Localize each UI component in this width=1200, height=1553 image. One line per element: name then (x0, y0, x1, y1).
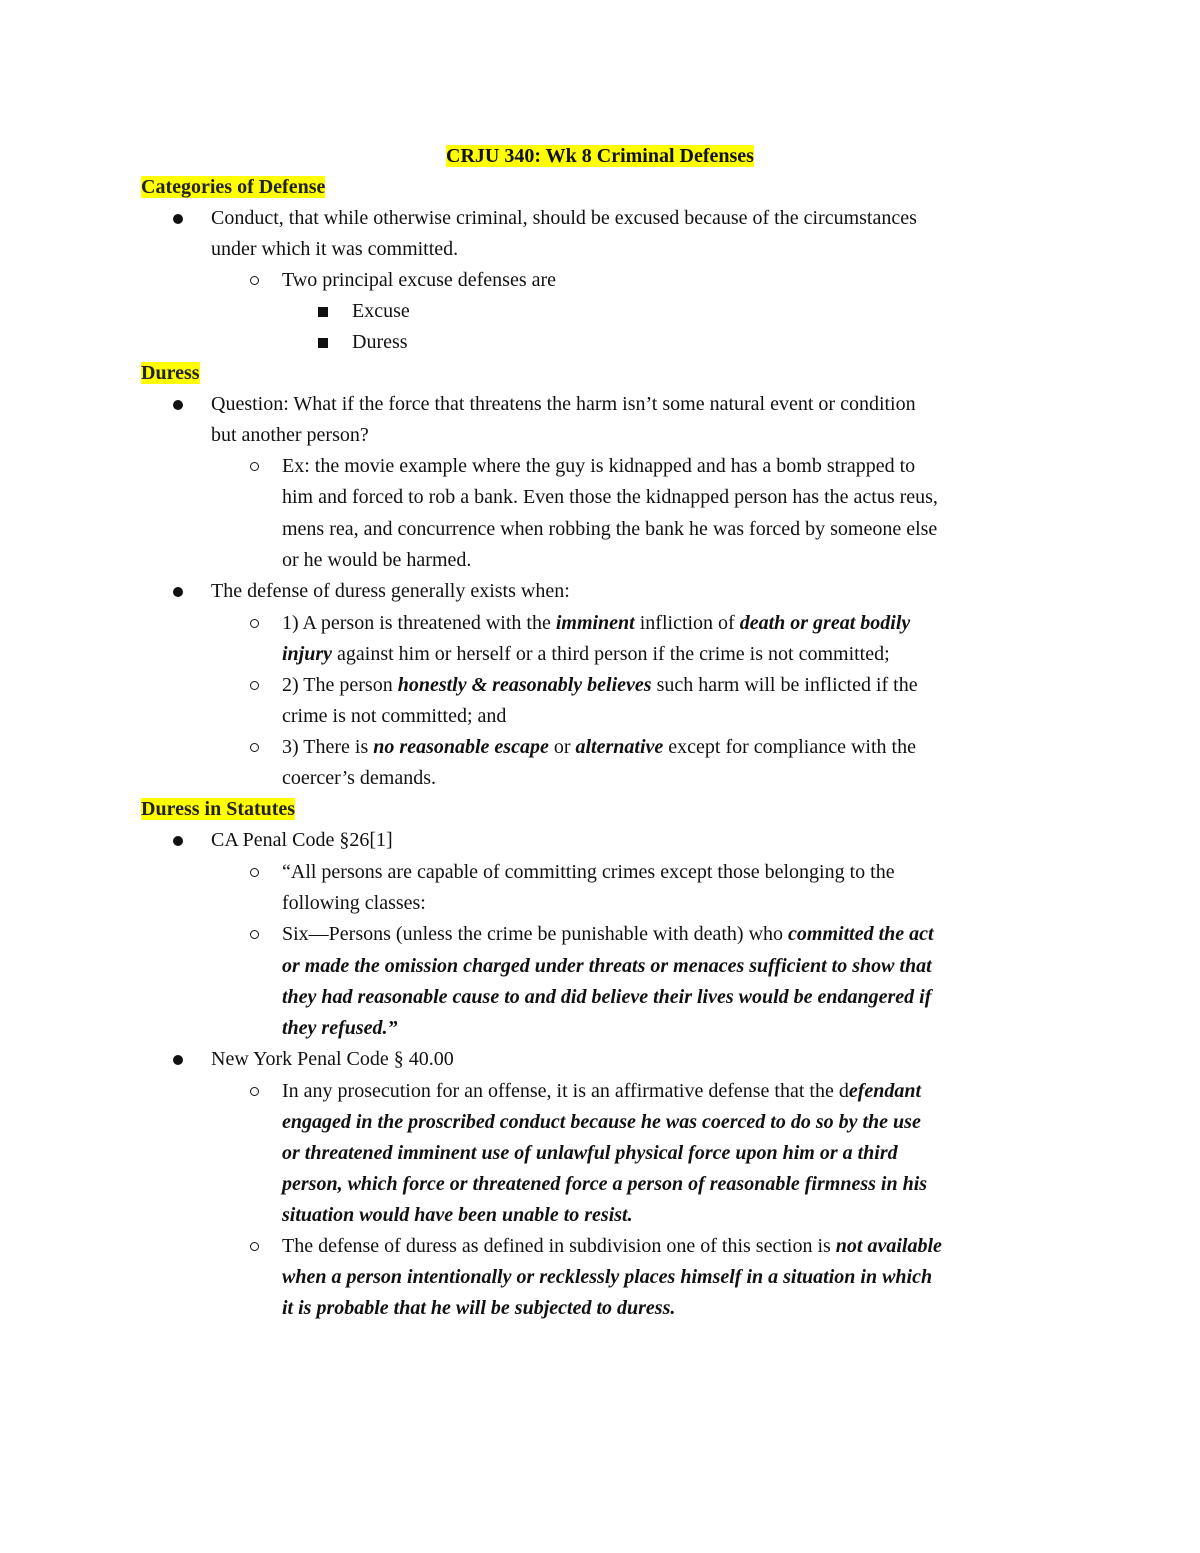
text-line: it is probable that he will be subjected to duress. (282, 1297, 676, 1319)
page-title: CRJU 340: Wk 8 Criminal Defenses (446, 145, 754, 167)
bullet-disc-icon (173, 836, 183, 846)
text-line: when a person intentionally or recklessly places himself in a situation in which (282, 1266, 933, 1288)
text-line: Six—Persons (unless the crime be punishable with death) who committed the act (282, 923, 934, 945)
text-line: 1) A person is threatened with the imminent infliction of death or great bodily (282, 612, 911, 634)
bullet-circle-icon (250, 1087, 259, 1096)
text-line: injury against him or herself or a third person if the crime is not committed; (282, 643, 890, 665)
text-line: 2) The person honestly & reasonably believes such harm will be inflicted if the (282, 674, 918, 696)
text-line: 3) There is no reasonable escape or alternative except for compliance with the (282, 736, 916, 758)
list-item: Duress (352, 331, 408, 353)
text-line: following classes: (282, 892, 426, 914)
text-line: engaged in the proscribed conduct because he was coerced to do so by the use (282, 1111, 921, 1133)
bullet-circle-icon (250, 1242, 259, 1251)
heading-categories: Categories of Defense (141, 176, 326, 198)
text-line: The defense of duress generally exists when: (211, 580, 570, 602)
text-line: CA Penal Code §26[1] (211, 829, 393, 851)
text-line: coercer’s demands. (282, 767, 437, 789)
bullet-disc-icon (173, 1055, 183, 1065)
text-line: In any prosecution for an offense, it is an affirmative defense that the defendant (282, 1080, 922, 1102)
bullet-circle-icon (250, 619, 259, 628)
text-line: crime is not committed; and (282, 705, 507, 727)
heading-duress: Duress (141, 362, 200, 384)
text-line: The defense of duress as defined in subdivision one of this section is not available (282, 1235, 942, 1257)
text-line: but another person? (211, 424, 369, 446)
text-line: “All persons are capable of committing crimes except those belonging to the (282, 861, 895, 883)
text-line: or made the omission charged under threats or menaces sufficient to show that (282, 955, 932, 977)
list-item: Excuse (352, 300, 410, 322)
bullet-square-icon (318, 307, 328, 317)
text-line: Question: What if the force that threatens the harm isn’t some natural event or condition (211, 393, 916, 415)
text-line: person, which force or threatened force a person of reasonable firmness in his (282, 1173, 928, 1195)
text-line: mens rea, and concurrence when robbing the bank he was forced by someone else (282, 518, 938, 540)
bullet-disc-icon (173, 587, 183, 597)
text-line: under which it was committed. (211, 238, 459, 260)
text-line: they had reasonable cause to and did believe their lives would be endangered if (282, 986, 932, 1008)
text-line: or threatened imminent use of unlawful physical force upon him or a third (282, 1142, 898, 1164)
text-line: situation would have been unable to resist. (282, 1204, 633, 1226)
text-line: or he would be harmed. (282, 549, 472, 571)
text-line: Conduct, that while otherwise criminal, should be excused because of the circumstances (211, 207, 917, 229)
text-line: Ex: the movie example where the guy is kidnapped and has a bomb strapped to (282, 455, 916, 477)
bullet-circle-icon (250, 462, 259, 471)
bullet-disc-icon (173, 400, 183, 410)
heading-duress-statutes: Duress in Statutes (141, 798, 296, 820)
bullet-disc-icon (173, 214, 183, 224)
text-line: him and forced to rob a bank. Even those the kidnapped person has the actus reus, (282, 486, 938, 508)
text-line: New York Penal Code § 40.00 (211, 1048, 454, 1070)
bullet-circle-icon (250, 276, 259, 285)
bullet-square-icon (318, 338, 328, 348)
text-line: Two principal excuse defenses are (282, 269, 557, 291)
bullet-circle-icon (250, 681, 259, 690)
text-line: they refused.” (282, 1017, 398, 1039)
bullet-circle-icon (250, 930, 259, 939)
bullet-circle-icon (250, 868, 259, 877)
bullet-circle-icon (250, 743, 259, 752)
